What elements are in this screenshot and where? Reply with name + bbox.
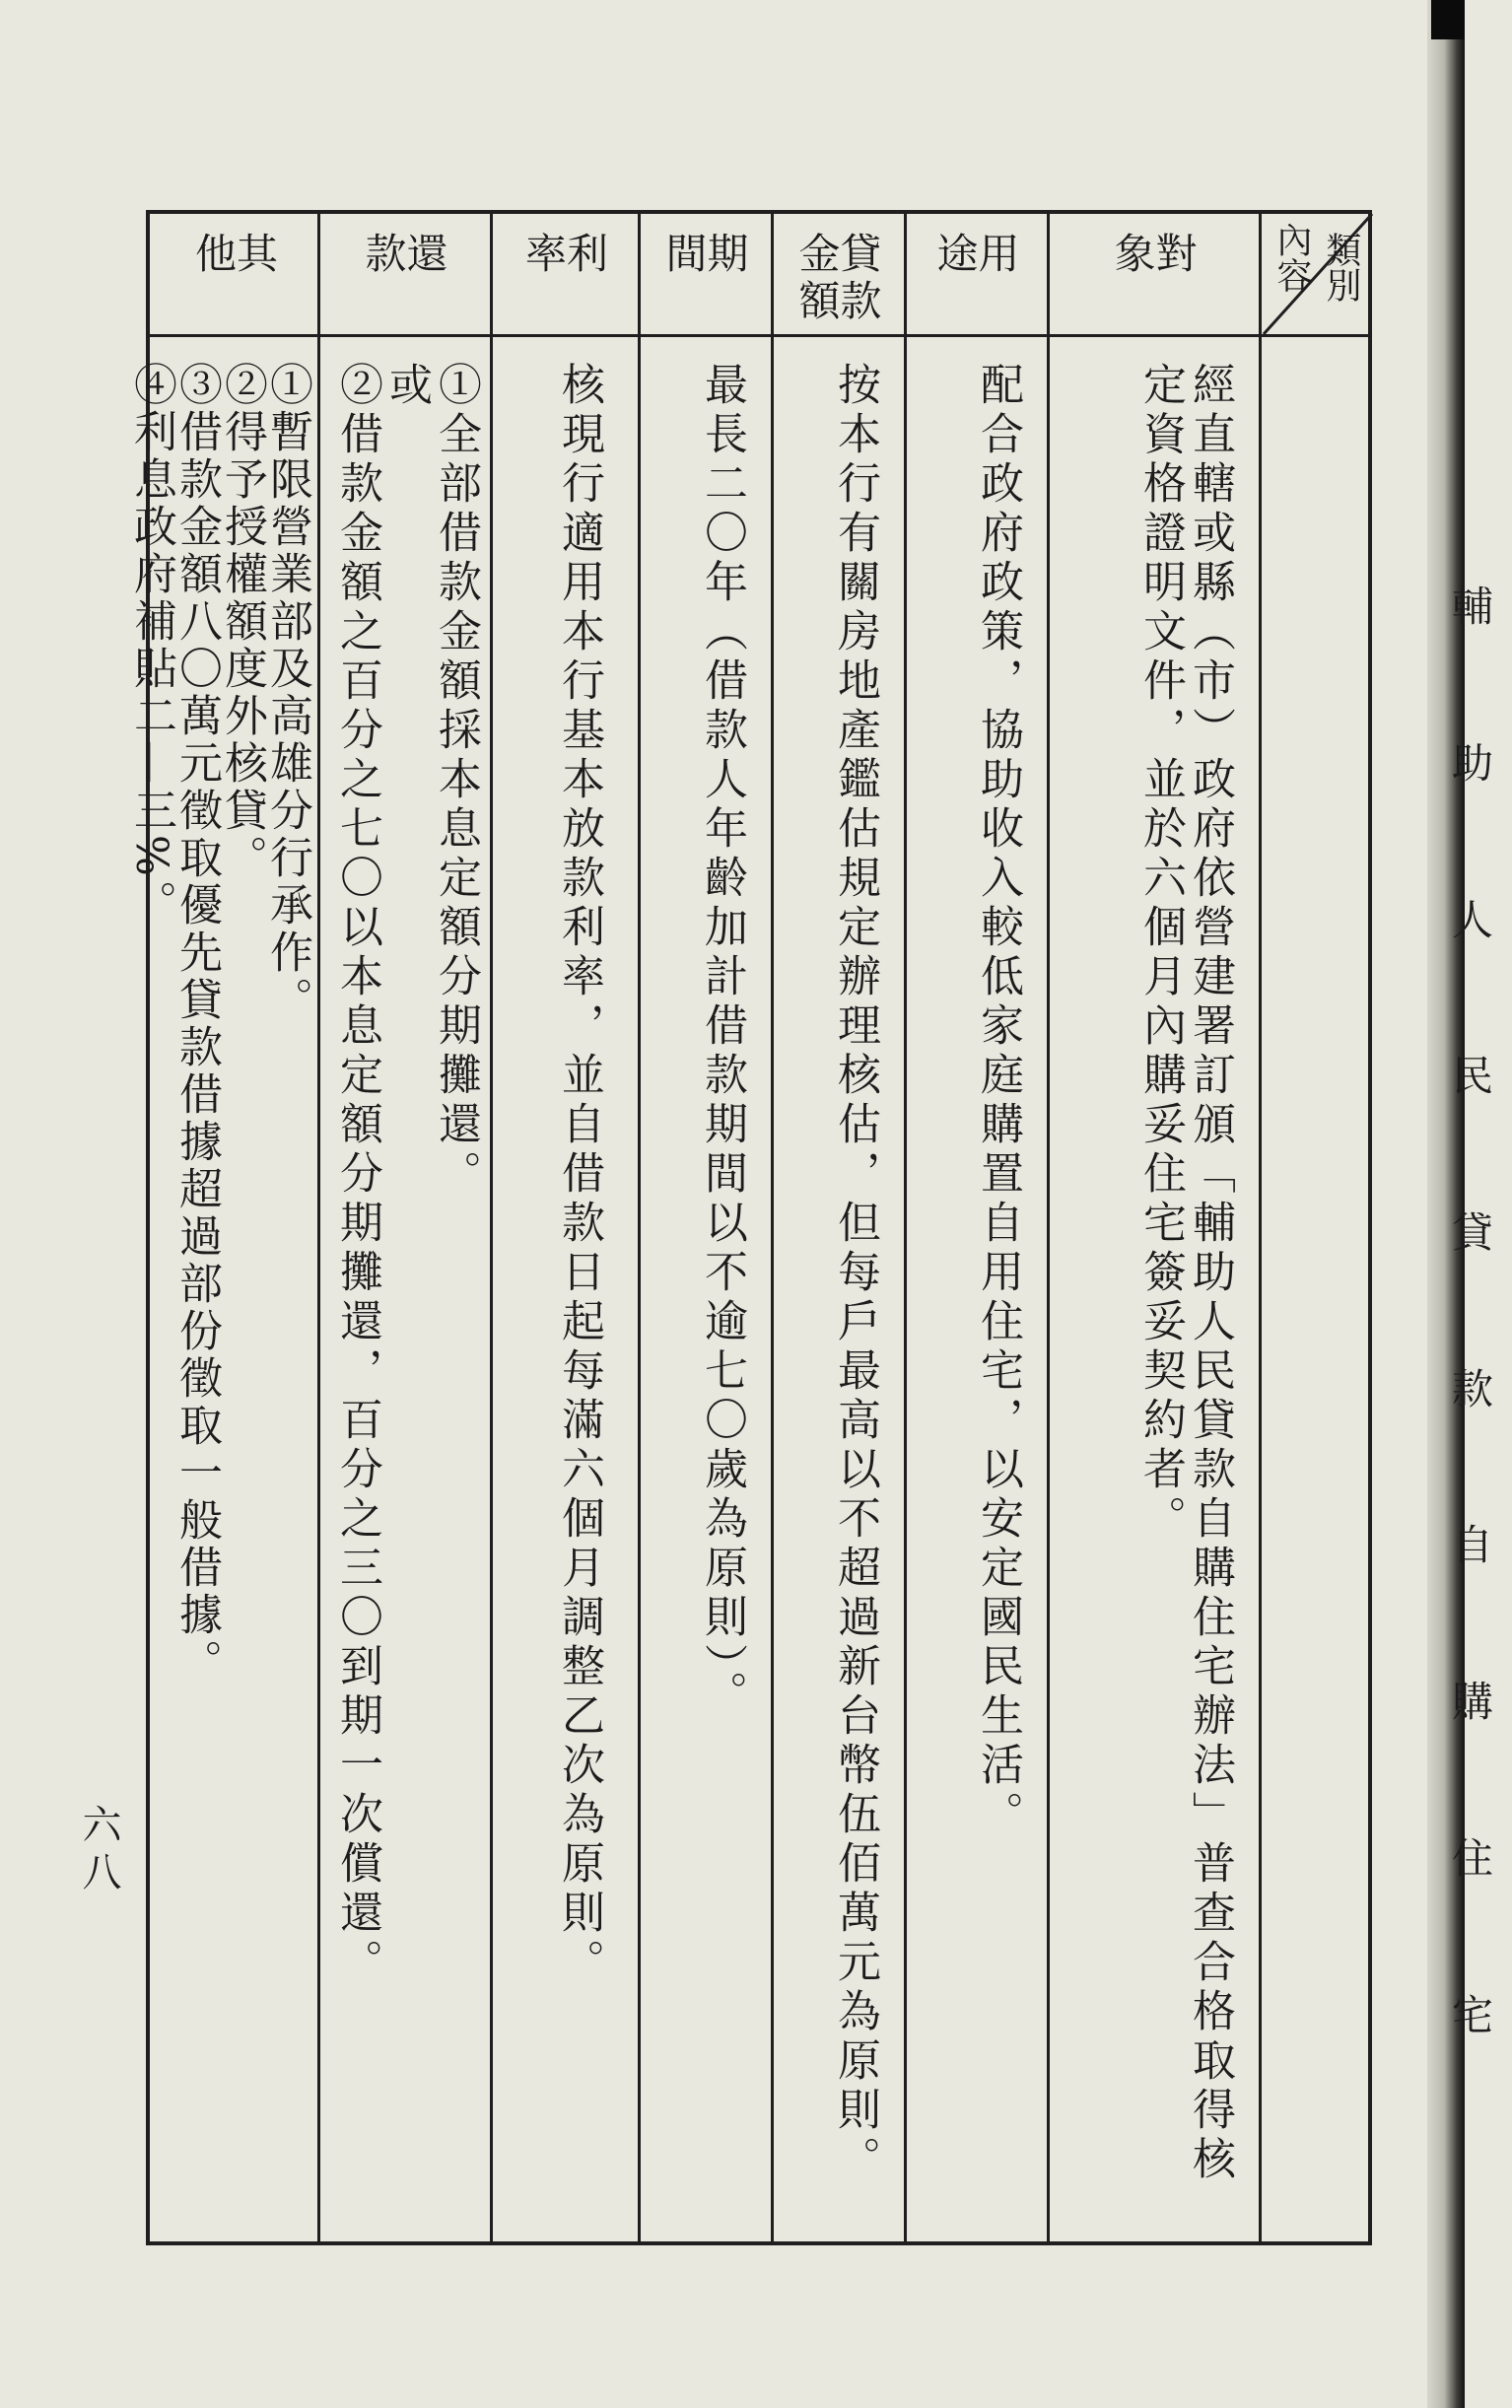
cell-period: 最長二〇年（借款人年齡加計借款期間以不逾七〇歲為原則）。 [697, 362, 747, 1720]
title-char: 貸 [1451, 1208, 1493, 1258]
cell-repayment: ①全部借款金額採本息定額分期攤還。 或 ②借款金額之百分之七〇以本息定額分期攤還，百分之三〇到期一次償還。 [332, 362, 481, 1988]
title-char: 民 [1451, 1052, 1493, 1101]
page-number: 六八 [76, 1804, 121, 1898]
column-divider [490, 214, 493, 2241]
column-divider [904, 214, 907, 2241]
cell-loan-amount: 按本行有關房地產鑑估規定辦理核估，但每戶最高以不超過新台幣伍佰萬元為原則。 [830, 362, 880, 2185]
title-char: 宅 [1451, 1990, 1493, 2039]
header-divider [150, 334, 1368, 337]
header-interest-rate: 利率 [519, 232, 609, 281]
column-divider [317, 214, 320, 2241]
header-purpose: 用途 [930, 232, 1021, 281]
header-loan-amount: 貸款金額 [792, 232, 883, 326]
scan-corner-shadow [1431, 0, 1465, 39]
header-target: 對象 [1108, 232, 1199, 281]
title-char: 款 [1451, 1364, 1493, 1413]
corner-header-column-label: 類別 [1321, 232, 1361, 303]
column-divider [1259, 214, 1262, 2241]
title-char: 購 [1451, 1678, 1493, 1727]
header-period: 期間 [659, 232, 750, 281]
title-column [1433, 214, 1512, 2241]
loan-terms-table [126, 210, 1493, 2245]
title-char: 住 [1451, 1833, 1493, 1883]
corner-header-row-label: 內容 [1271, 222, 1312, 293]
header-repayment: 還款 [359, 232, 449, 281]
cell-target: 經直轄或縣（市）政府依營建署訂頒「輔助人民貸款自購住宅辦法」普查合格取得核定資格證明文件，並於六個月內購妥住宅簽妥契約者。 [1135, 362, 1235, 2185]
column-divider [771, 214, 774, 2241]
cell-purpose: 配合政府政策，協助收入較低家庭購置自用住宅，以安定國民生活。 [973, 362, 1023, 1840]
cell-other: ①暫限營業部及高雄分行承作。 ②得予授權額度外核貸。 ③借款金額八〇萬元徵取優先貸款借據超過部份徵取一般借據。 ④利息政府補貼二—三%。 [126, 362, 312, 1686]
cell-interest-rate: 核現行適用本行基本放款利率，並自借款日起每滿六個月調整乙次為原則。 [554, 362, 604, 1988]
column-divider [1047, 214, 1050, 2241]
title-char: 輔 [1451, 583, 1493, 632]
column-divider [638, 214, 641, 2241]
title-char: 助 [1451, 739, 1493, 789]
header-other: 其他 [189, 232, 279, 281]
title-char: 人 [1451, 895, 1493, 944]
title-char: 自 [1451, 1521, 1493, 1570]
